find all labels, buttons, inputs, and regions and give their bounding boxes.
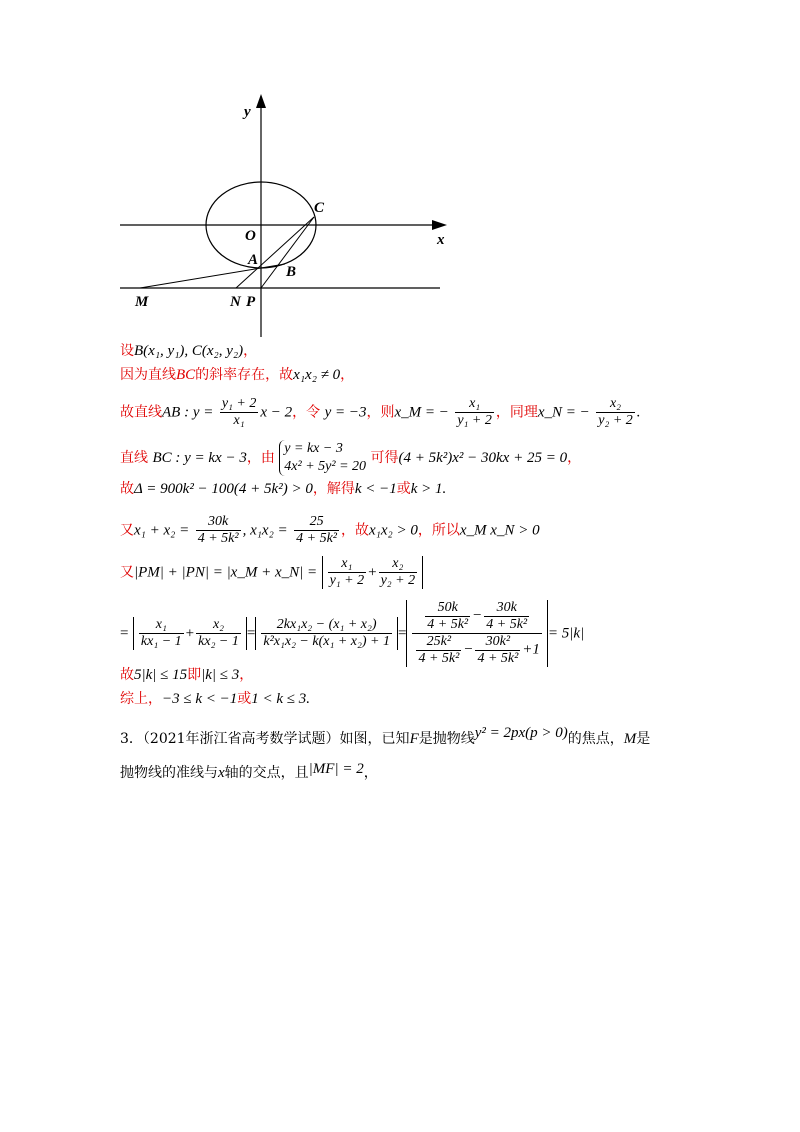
text: 故直线 bbox=[120, 404, 162, 421]
problem-number: 3． bbox=[120, 731, 143, 747]
solution-line-9 bbox=[120, 664, 253, 686]
math: B(x₁, y₁), C(x₂, y₂) bbox=[134, 343, 244, 359]
fraction bbox=[294, 514, 339, 547]
math: y² = 2px(p > 0) bbox=[474, 725, 568, 741]
problem-3 bbox=[120, 718, 680, 788]
text: ，同理 bbox=[495, 404, 538, 421]
denominator: k²x₁x₂ − k(x₁ + x₂) + 1 bbox=[263, 634, 390, 649]
solution-line-10 bbox=[120, 688, 310, 710]
numerator: x₁ bbox=[455, 396, 494, 413]
numerator: x₂ bbox=[196, 617, 241, 634]
absolute-value: $\frac{\text{x₁}}{\text{kx₁ − 1}}$ + $\frac{\text{x₂}}{\text{kx₂ − 1}}$ bbox=[133, 617, 247, 650]
text: ， bbox=[243, 343, 258, 359]
equation: 4x² + 5y² = 20 bbox=[284, 459, 367, 474]
label-n: N bbox=[230, 294, 241, 310]
numerator: x₁ bbox=[139, 617, 184, 634]
text: ，故 bbox=[341, 522, 369, 539]
absolute-value bbox=[255, 617, 398, 650]
fraction bbox=[261, 617, 392, 650]
solution-line-5 bbox=[120, 478, 446, 500]
math: (4 + 5k²)x² − 30kx + 25 = 0 bbox=[398, 450, 568, 466]
denominator: 4 + 5k² bbox=[197, 531, 239, 546]
equation-system bbox=[279, 440, 366, 476]
fraction bbox=[416, 634, 461, 667]
text: 故 bbox=[120, 481, 134, 497]
label-c: C bbox=[314, 200, 325, 216]
text: ，令 bbox=[292, 404, 321, 421]
denominator: 4 + 5k² bbox=[477, 651, 519, 666]
solution-line-8: = $\frac{\text{x₁}}{\text{kx₁ − 1}}$ + $\frac{\text{x₂}}{\text{kx₂ − 1}}$ = $\frac{\text{2kx₁x₂ − (x₁ + x₂)}}{\text{k²x₁x₂ − k(x₁ + x₂) + 1}}$ = $\frac{50k}{\text{4 + 5k²}}$ − $\frac{30k}{\text{4 + 5k²}}$ $\frac{\text{25k²}}{\text{4 + 5k²}}$ − $\frac{\text{30k²}}{\text{4 + 5k²}}$ +1 = 5|k| bbox=[120, 600, 585, 666]
fraction bbox=[379, 556, 418, 589]
numerator: 25k² bbox=[416, 634, 461, 651]
compound-fraction bbox=[412, 600, 541, 667]
math: , x₁x₂ = bbox=[242, 522, 288, 539]
solution-line-4 bbox=[120, 440, 581, 476]
math: x_M = − bbox=[394, 404, 449, 421]
math: 5|k| ≤ 15 bbox=[134, 667, 188, 683]
math: −3 ≤ k < −1 bbox=[162, 691, 238, 707]
numerator: 30k bbox=[484, 600, 529, 617]
math: x₁x₂ ≠ 0 bbox=[293, 367, 341, 383]
fraction bbox=[220, 396, 259, 429]
text: 直线 bbox=[120, 450, 148, 466]
math: BC : y = kx − 3 bbox=[152, 450, 247, 466]
math: x₁ + x₂ = bbox=[134, 522, 190, 539]
label-y: y bbox=[244, 104, 251, 120]
denominator: 4 + 5k² bbox=[296, 531, 337, 546]
text: 综上， bbox=[120, 691, 162, 707]
math: x_M x_N > 0 bbox=[459, 522, 540, 539]
text: 又 bbox=[120, 564, 134, 581]
text: 轴的交点，且 bbox=[224, 765, 309, 781]
label-b: B bbox=[286, 264, 297, 280]
math: Δ = 900k² − 100(4 + 5k²) > 0 bbox=[134, 481, 313, 497]
label-o: O bbox=[245, 228, 256, 244]
denominator: y₂ + 2 bbox=[598, 413, 633, 428]
numerator: x₂ bbox=[596, 396, 635, 413]
line-ma bbox=[140, 268, 261, 288]
text: 是抛物线 bbox=[418, 731, 475, 747]
math: = bbox=[120, 625, 129, 642]
denominator: y₁ + 2 bbox=[329, 573, 365, 588]
text: ，则 bbox=[366, 404, 395, 421]
numerator: 30k² bbox=[475, 634, 520, 651]
numerator: x₁ bbox=[328, 556, 367, 573]
geometry-figure bbox=[110, 92, 460, 342]
denominator: 4 + 5k² bbox=[427, 617, 469, 632]
math: . bbox=[306, 691, 311, 707]
denominator: 4 + 5k² bbox=[418, 651, 460, 666]
label-a: A bbox=[248, 252, 259, 268]
text: ， bbox=[363, 765, 378, 781]
math: |MF| = 2 bbox=[308, 761, 364, 777]
denominator: kx₂ − 1 bbox=[198, 634, 239, 649]
numerator: 25 bbox=[294, 514, 339, 531]
numerator: 2kx₁x₂ − (x₁ + x₂) bbox=[261, 617, 392, 634]
label-m: M bbox=[135, 294, 149, 310]
text: 故 bbox=[120, 667, 134, 683]
fraction bbox=[475, 634, 520, 667]
text: 设 bbox=[120, 343, 134, 359]
numerator: 30k bbox=[196, 514, 241, 531]
math: AB : y = bbox=[162, 404, 214, 421]
denominator: y₁ + 2 bbox=[457, 413, 492, 428]
y-axis-arrow bbox=[256, 94, 266, 108]
math: x − 2 bbox=[260, 404, 293, 421]
math: y = −3 bbox=[324, 404, 367, 421]
fraction bbox=[596, 396, 635, 429]
text: 即 bbox=[187, 667, 202, 683]
solution-line-6 bbox=[120, 514, 540, 547]
compound-numerator: $\frac{50k}{\text{4 + 5k²}}$ − $\frac{30k}{\text{4 + 5k²}}$ bbox=[412, 600, 541, 634]
x-axis-arrow bbox=[432, 220, 447, 230]
denominator: y₂ + 2 bbox=[380, 573, 416, 588]
fraction bbox=[425, 600, 470, 633]
denominator: 4 + 5k² bbox=[486, 617, 528, 632]
math: x_N = − bbox=[537, 404, 590, 421]
text: 又 bbox=[120, 522, 134, 539]
math: M bbox=[623, 731, 637, 747]
compound-denominator: $\frac{\text{25k²}}{\text{4 + 5k²}}$ − $\frac{\text{30k²}}{\text{4 + 5k²}}$ +1 bbox=[418, 634, 540, 666]
text: ， bbox=[567, 450, 582, 466]
text: 或 bbox=[237, 691, 252, 707]
absolute-value bbox=[406, 600, 547, 667]
text: 因为直线 bbox=[120, 367, 176, 383]
text: ， bbox=[239, 667, 254, 683]
solution-line-3 bbox=[120, 396, 641, 429]
math: x₁x₂ > 0 bbox=[369, 522, 418, 539]
text: ，由 bbox=[246, 450, 275, 466]
denominator: x₁ bbox=[233, 413, 245, 428]
math: . bbox=[636, 404, 641, 421]
math: . bbox=[442, 481, 447, 497]
math: k > 1 bbox=[410, 481, 443, 497]
absolute-value: $\frac{\text{x₁}}{\text{y₁ + 2}}$ + $\frac{\text{x₂}}{\text{y₂ + 2}}$ bbox=[322, 556, 424, 589]
fraction bbox=[455, 396, 494, 429]
label-p: P bbox=[246, 294, 256, 310]
text: 可得 bbox=[370, 450, 399, 466]
text: 抛物线的准线与 bbox=[120, 765, 218, 781]
text: （2021年浙江省高考数学试题）如图，已知 bbox=[142, 731, 410, 747]
math: F bbox=[409, 731, 419, 747]
fraction bbox=[196, 514, 241, 547]
numerator: x₂ bbox=[379, 556, 418, 573]
fraction bbox=[139, 617, 184, 650]
text: 的焦点， bbox=[567, 731, 624, 747]
math: = 5|k| bbox=[547, 625, 585, 642]
math: |k| ≤ 3 bbox=[201, 667, 240, 683]
text: ， bbox=[340, 367, 355, 383]
text: 是 bbox=[636, 731, 651, 747]
numerator: y₁ + 2 bbox=[221, 396, 257, 411]
solution-line-7 bbox=[120, 556, 423, 589]
solution-line-2 bbox=[120, 364, 354, 386]
fraction bbox=[484, 600, 529, 633]
denominator: kx₁ − 1 bbox=[140, 634, 182, 649]
math: |PM| + |PN| = |x_M + x_N| = bbox=[134, 564, 318, 581]
text: 的斜率存在，故 bbox=[195, 367, 294, 383]
text: 或 bbox=[396, 481, 411, 497]
fraction bbox=[196, 617, 241, 650]
equation: y = kx − 3 bbox=[284, 441, 343, 456]
solution-line-1 bbox=[120, 340, 257, 362]
math: 1 < k ≤ 3 bbox=[251, 691, 307, 707]
label-x: x bbox=[437, 232, 445, 248]
fraction bbox=[328, 556, 367, 589]
text: ，所以 bbox=[417, 522, 460, 539]
math: BC bbox=[176, 367, 196, 383]
text: ，解得 bbox=[312, 481, 355, 497]
math: k < −1 bbox=[354, 481, 397, 497]
math: x bbox=[218, 765, 225, 781]
numerator: 50k bbox=[425, 600, 470, 617]
